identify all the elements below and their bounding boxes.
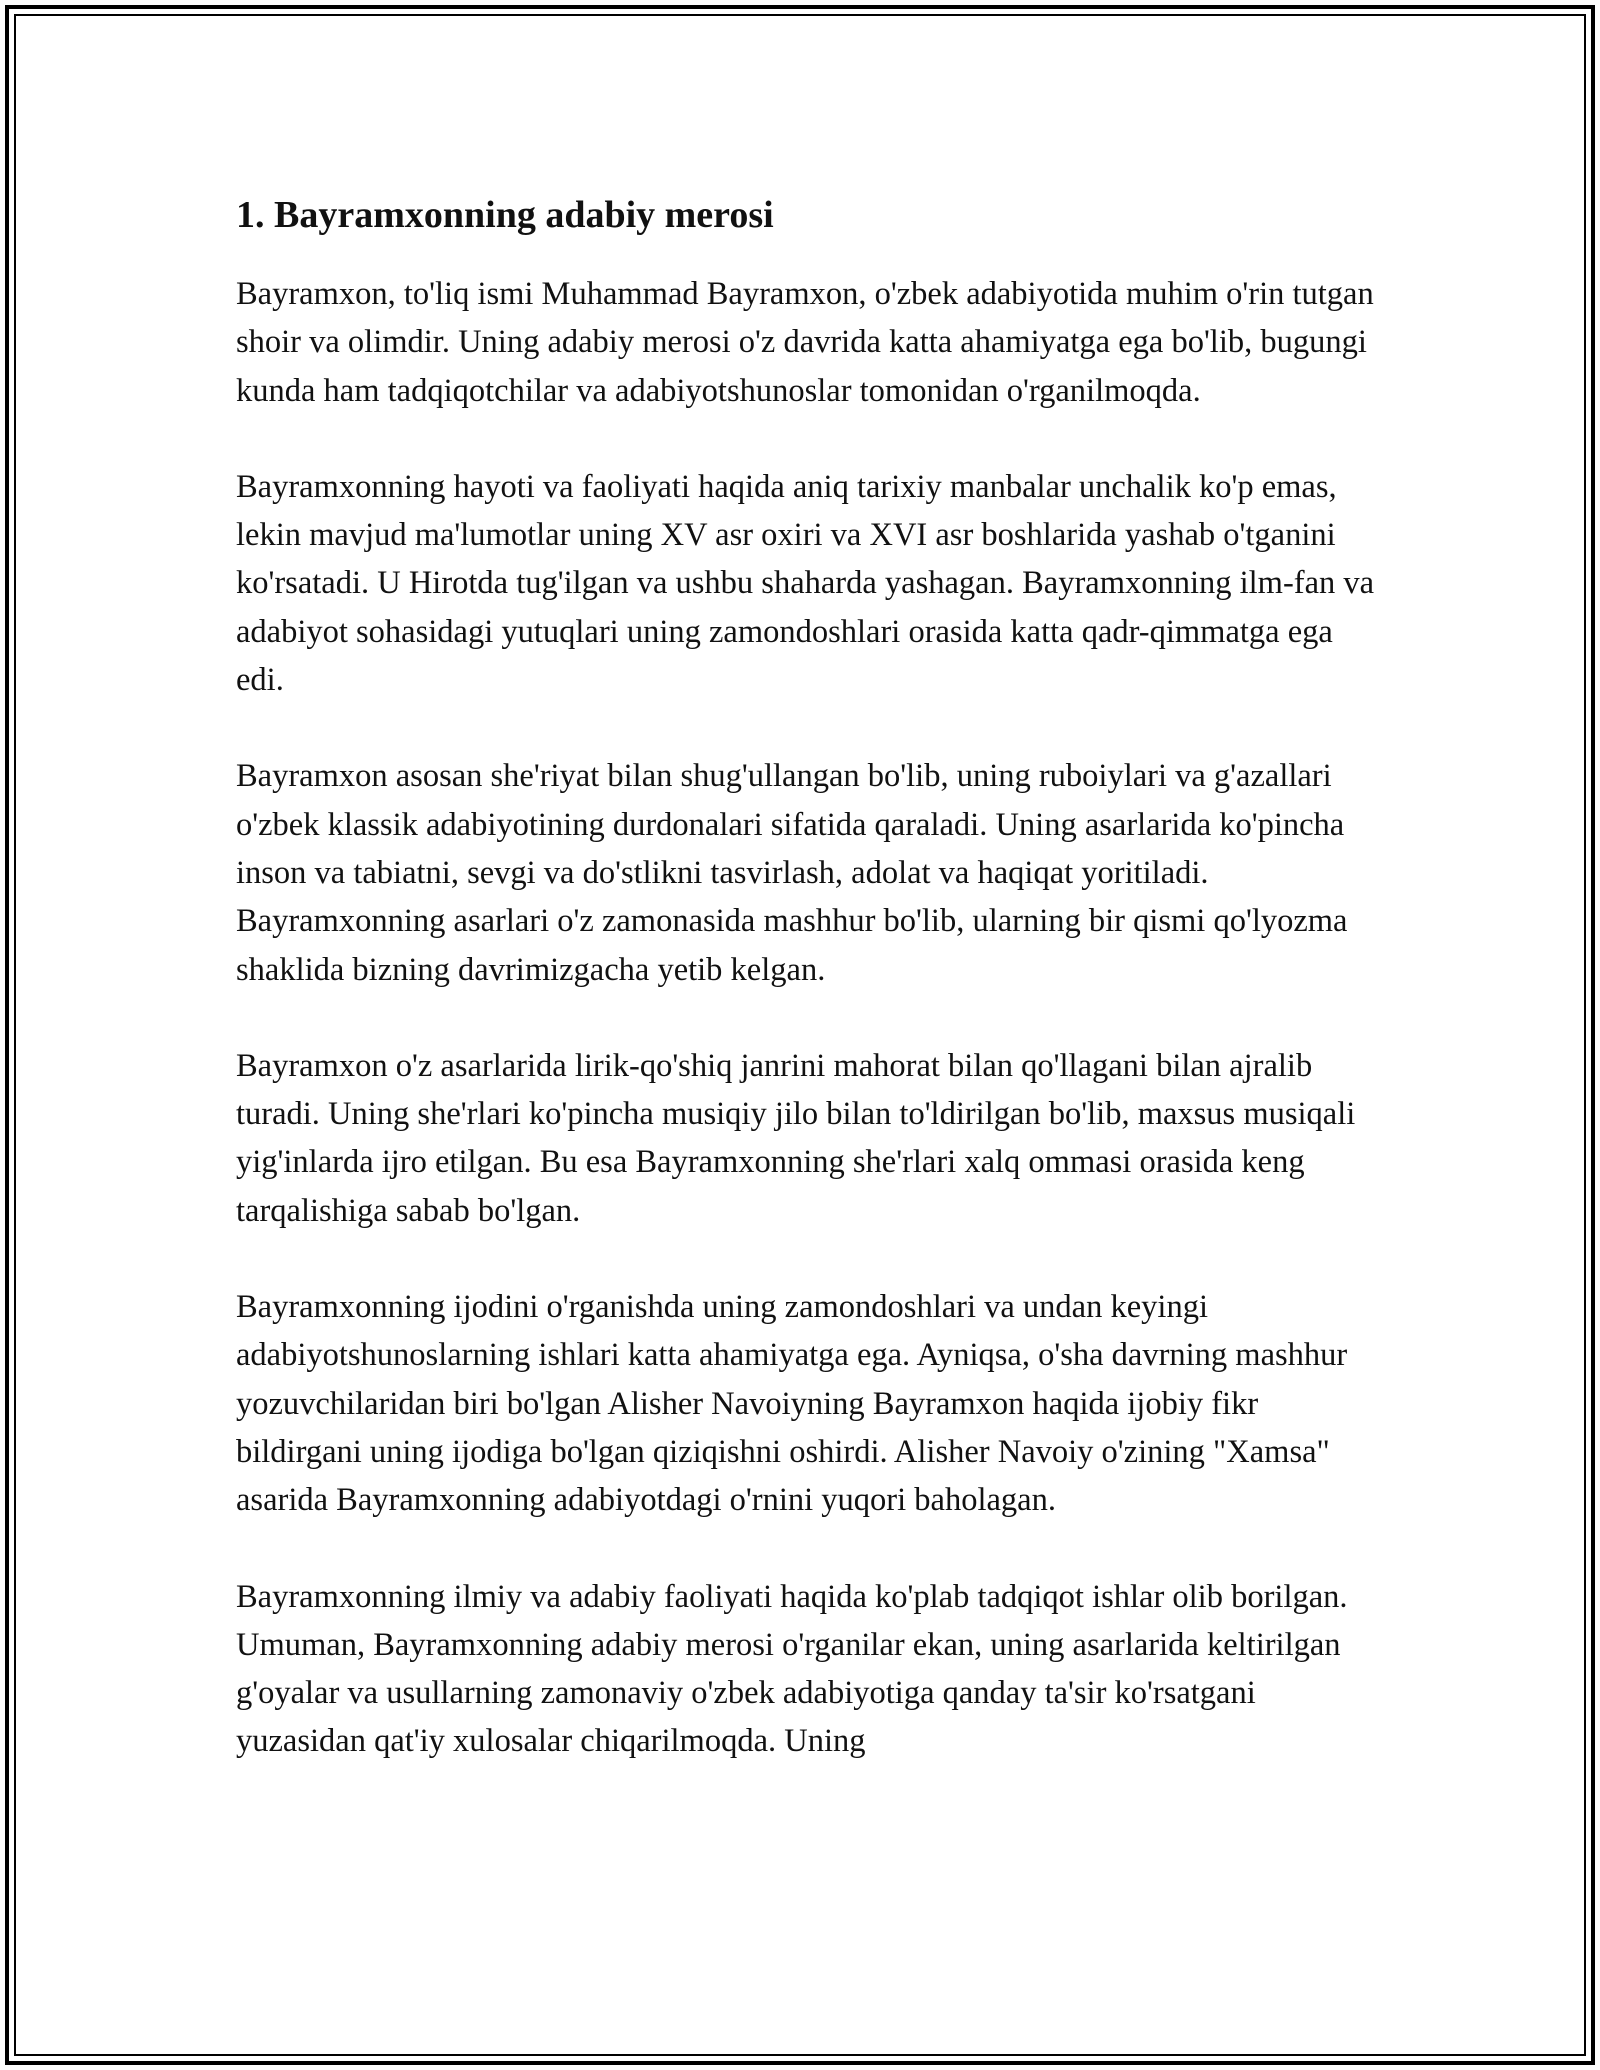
paragraph-2: Bayramxonning hayoti va faoliyati haqida aniq tarixiy manbalar unchalik ko'p emas, lekin mavjud ma'lumotlar uning XV asr oxiri va XVI asr boshlarida yashab o'tganini ko'rsatadi. U Hirotda tug'ilgan va ushbu shaharda yashagan. Bayramxonning ilm-fan va adabiyot sohasidagi yutuqlari uning zamondoshlari orasida katta qadr-qimmatga ega edi. xyxy=(236,468,1375,699)
document-page xyxy=(236,188,1376,1814)
paragraph-4: Bayramxon o'z asarlarida lirik-qo'shiq janrini mahorat bilan qo'llagani bilan ajralib turadi. Uning she'rlari ko'pincha musiqiy jilo bilan to'ldirilgan bo'lib, maxsus musiqali yig'inlarda ijro etilgan. Bu esa Bayramxonning she'rlari xalq ommasi orasida keng tarqalishiga sabab bo'lgan. xyxy=(236,1047,1356,1229)
paragraph-3: Bayramxon asosan she'riyat bilan shug'ullangan bo'lib, uning ruboiylari va g'azallari o'zbek klassik adabiyotining durdonalari sifatida qaraladi. Uning asarlarida ko'pincha inson va tabiatni, sevgi va do'stlikni tasvirlash, adolat va haqiqat yoritiladi. Bayramxonning asarlari o'z zamonasida mashhur bo'lib, ularning bir qismi qo'lyozma shaklida bizning davrimizgacha yetib kelgan. xyxy=(236,758,1348,988)
section-title: 1. Bayramxonning adabiy merosi xyxy=(236,194,774,236)
paragraph-5: Bayramxonning ijodini o'rganishda uning zamondoshlari va undan keyingi adabiyotshunoslarning ishlari katta ahamiyatga ega. Ayniqsa, o'sha davrning mashhur yozuvchilaridan biri bo'lgan Alisher Navoiyning Bayramxon haqida ijobiy fikr bildirgani uning ijodiga bo'lgan qiziqishni oshirdi. Alisher Navoiy o'zining "Xamsa" asarida Bayramxonning adabiyotdagi o'rnini yuqori baholagan. xyxy=(236,1289,1348,1519)
paragraph-1: Bayramxon, to'liq ismi Muhammad Bayramxon, o'zbek adabiyotida muhim o'rin tutgan shoir va olimdir. Uning adabiy merosi o'z davrida katta ahamiyatga ega bo'lib, bugungi kunda ham tadqiqotchilar va adabiyotshunoslar tomonidan o'rganilmoqda. xyxy=(236,276,1374,409)
paragraph-6: Bayramxonning ilmiy va adabiy faoliyati haqida ko'plab tadqiqot ishlar olib borilgan. Umuman, Bayramxonning adabiy merosi o'rganilar ekan, uning asarlarida keltirilgan g'oyalar va usullarning zamonaviy o'zbek adabiyotiga qanday ta'sir ko'rsatgani yuzasidan qat'iy xulosalar chiqarilmoqda. Uning xyxy=(236,1578,1348,1760)
